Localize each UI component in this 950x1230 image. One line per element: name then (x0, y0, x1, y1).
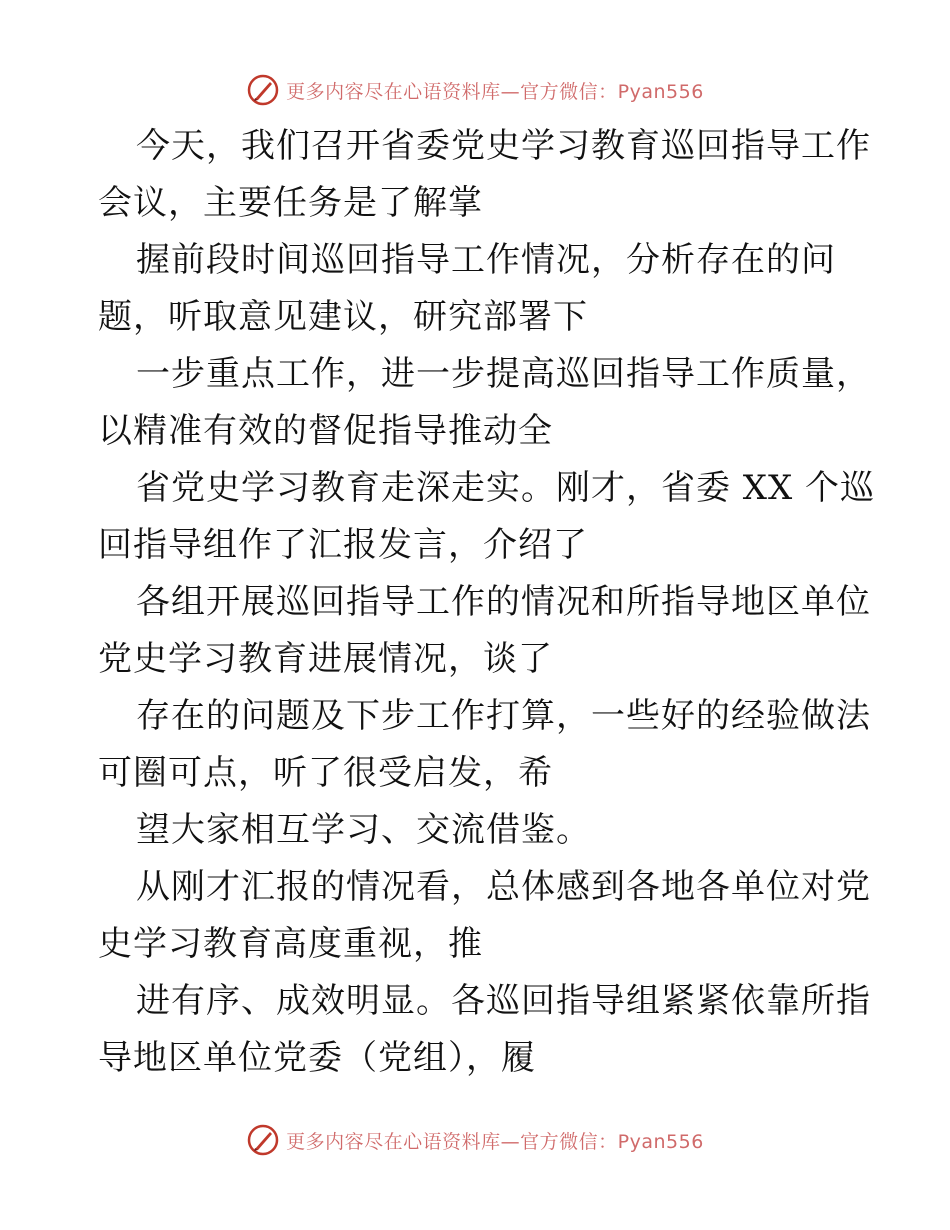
text-line: 可圈可点，听了很受启发，希 (98, 753, 553, 793)
text-line: 进有序、成效明显。各巡回指导组紧紧依靠所指 (136, 981, 871, 1021)
text-line: 会议，主要任务是了解掌 (98, 183, 483, 223)
text-line: 以精准有效的督促指导推动全 (98, 411, 553, 451)
text-line: 回指导组作了汇报发言，介绍了 (98, 525, 588, 565)
text-line: 各组开展巡回指导工作的情况和所指导地区单位 (136, 582, 871, 622)
text-line: 从刚才汇报的情况看，总体感到各地各单位对党 (136, 867, 871, 907)
text-line: 望大家相互学习、交流借鉴。 (136, 810, 591, 850)
quill-pen-logo-icon (246, 73, 280, 107)
text-line: 党史学习教育进展情况，谈了 (98, 639, 553, 679)
text-line: 史学习教育高度重视，推 (98, 924, 483, 964)
footer-watermark (0, 1120, 950, 1160)
document-body (98, 118, 876, 1087)
text-line: 导地区单位党委（党组），履 (98, 1038, 536, 1078)
text-line: 省党史学习教育走深走实。刚才，省委 XX 个巡 (136, 468, 876, 508)
text-line: 题，听取意见建议，研究部署下 (98, 297, 588, 337)
quill-pen-logo-icon (246, 1123, 280, 1157)
text-line: 一步重点工作，进一步提高巡回指导工作质量， (136, 354, 871, 394)
text-line: 握前段时间巡回指导工作情况，分析存在的问 (136, 240, 836, 280)
text-line: 今天，我们召开省委党史学习教育巡回指导工作 (136, 126, 871, 166)
watermark-text: 更多内容尽在心语资料库—官方微信：Pyan556 (286, 80, 704, 103)
text-line: 存在的问题及下步工作打算，一些好的经验做法 (136, 696, 871, 736)
watermark-text: 更多内容尽在心语资料库—官方微信：Pyan556 (286, 1130, 704, 1153)
header-watermark (0, 70, 950, 110)
